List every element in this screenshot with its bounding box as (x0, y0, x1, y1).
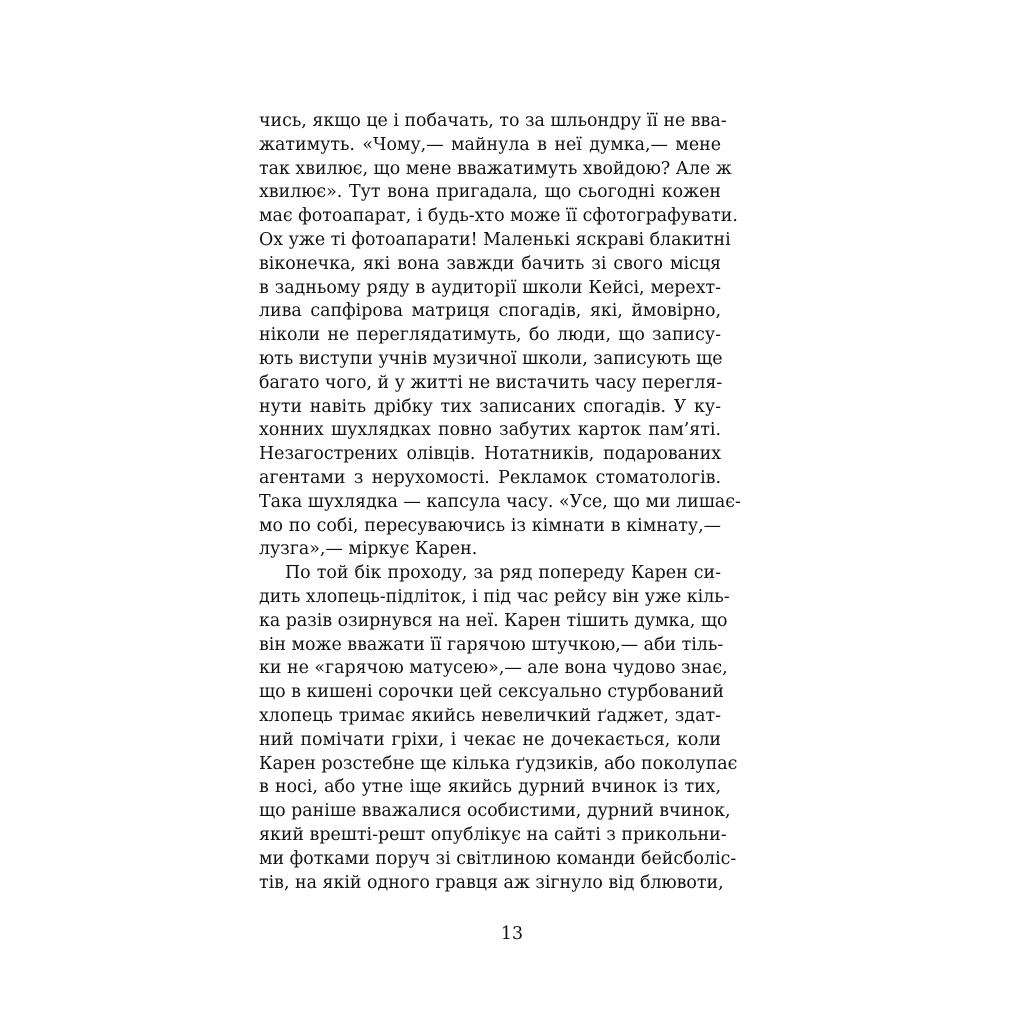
text-line: ють виступи учнів музичної школи, записують ще (259, 348, 723, 369)
paragraph (259, 562, 738, 895)
text-line: По той бік проходу, за ряд попереду Карен си- (285, 563, 721, 584)
text-line: що в кишені сорочки цей сексуально стурбований (259, 682, 724, 703)
body-text (259, 110, 741, 895)
text-line: Така шухлядка — капсула часу. «Усе, що ми лишає- (259, 491, 741, 512)
text-line: хлопець тримає якийсь невеличкий ґаджет, здат- (259, 705, 721, 726)
text-line: дить хлопець-підліток, і під час рейсу він уже кіль- (259, 586, 730, 607)
text-line: який врешті-решт опублікує на сайті з прикольни- (259, 824, 727, 845)
text-line: ний помічати гріхи, і чекає не дочекається, коли (259, 729, 721, 750)
text-line: хвилює». Тут вона пригадала, що сьогодні кожен (259, 182, 721, 203)
text-line: лузга»,— міркує Карен. (259, 539, 478, 560)
paragraph (259, 110, 741, 562)
page-number: 13 (500, 924, 524, 944)
text-line: нути навіть дрібку тих записаних спогадів. У ку- (259, 396, 721, 417)
text-line: агентами з нерухомості. Рекламок стоматологів. (259, 467, 721, 488)
text-line: має фотоапарат, і будь-хто може її сфотографувати. (259, 206, 738, 227)
text-line: багато чого, й у житті не вистачить часу перегля- (259, 372, 723, 393)
text-line: Ох уже ті фотоапарати! Маленькі яскраві блакитні (259, 229, 731, 250)
text-line: Карен розстебне ще кілька ґудзиків, або поколупає (259, 753, 738, 774)
text-line: в задньому ряду в аудиторії школи Кейсі, мерехт- (259, 277, 721, 298)
text-line: він може вважати її гарячою штучкою,— аби тіль- (259, 634, 724, 655)
text-line: в носі, або утне іще якийсь дурний вчинок із тих, (259, 777, 721, 798)
text-line: ка разів озирнувся на неї. Карен тішить думка, що (259, 610, 728, 631)
text-line: мо по собі, пересуваючись із кімнати в кімнату,— (259, 515, 721, 536)
text-line: тів, на якій одного гравця аж зігнуло від блювоти, (259, 872, 724, 893)
text-line: чись, якщо це і побачать, то за шльондру її не вва- (259, 111, 727, 131)
text-line: лива сапфірова матриця спогадів, які, ймовірно, (259, 301, 721, 322)
text-line: Незагострених олівців. Нотатників, подарованих (259, 444, 721, 465)
text-line: ми фотками поруч зі світлиною команди бейсболіс- (259, 848, 737, 869)
text-line: так хвилює, що мене вважатимуть хвойдою? Але ж (259, 158, 732, 179)
text-line: жатимуть. «Чому,— майнула в неї думка,— мене (259, 134, 721, 155)
text-line: ніколи не переглядатимуть, бо люди, що запису- (259, 325, 721, 346)
text-line: ки не «гарячою матусею»,— але вона чудово знає, (259, 658, 728, 679)
text-line: хонних шухлядках повно забутих карток пам’яті. (259, 420, 721, 441)
text-line: віконечка, які вона завжди бачить зі свого місця (259, 253, 721, 274)
text-line: що раніше вважалися особистими, дурний вчинок, (259, 801, 731, 822)
